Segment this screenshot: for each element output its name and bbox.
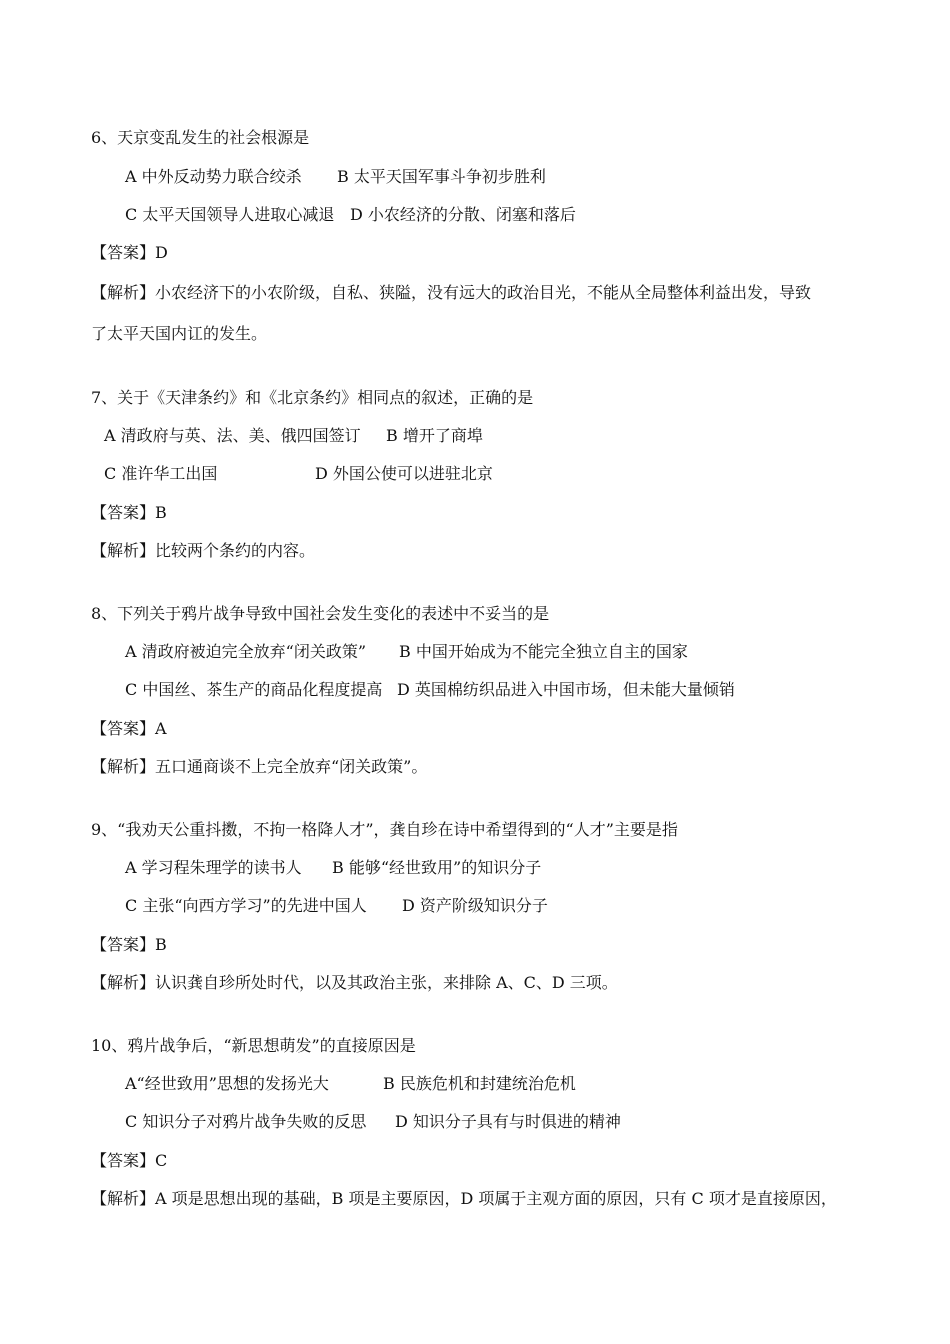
question-8-stem: 8、下列关于鸦片战争导致中国社会发生变化的表述中不妥当的是: [91, 604, 550, 623]
question-7-explanation-line-1: 【解析】比较两个条约的内容。: [91, 541, 316, 560]
option-b: B 民族危机和封建统治危机: [383, 1074, 576, 1093]
option-c: C 中国丝、茶生产的商品化程度提高: [125, 680, 383, 699]
question-9-explanation-line-1: 【解析】认识龚自珍所处时代，以及其政治主张，来排除 A、C、D 三项。: [91, 973, 618, 992]
question-7-stem: 7、关于《天津条约》和《北京条约》相同点的叙述，正确的是: [91, 388, 534, 407]
option-a: A 中外反动势力联合绞杀: [125, 167, 302, 186]
question-6-explanation-line-1: 【解析】小农经济下的小农阶级，自私、狭隘，没有远大的政治目光，不能从全局整体利益出发，导致: [91, 283, 812, 302]
question-9-stem: 9、“我劝天公重抖擞，不拘一格降人才”，龚自珍在诗中希望得到的“人才”主要是指: [91, 820, 678, 839]
option-c: C 准许华工出国: [104, 464, 218, 483]
question-8-explanation-line-1: 【解析】五口通商谈不上完全放弃“闭关政策”。: [91, 757, 428, 776]
question-7-answer: 【答案】B: [91, 503, 167, 522]
option-d: D 小农经济的分散、闭塞和落后: [350, 205, 576, 224]
option-d: D 资产阶级知识分子: [402, 896, 548, 915]
option-b: B 中国开始成为不能完全独立自主的国家: [399, 642, 688, 661]
question-6-explanation-line-2: 了太平天国内讧的发生。: [91, 324, 268, 343]
question-6-stem: 6、天京变乱发生的社会根源是: [91, 128, 310, 147]
question-6-answer: 【答案】D: [91, 243, 168, 262]
option-d: D 外国公使可以进驻北京: [315, 464, 493, 483]
option-c: C 知识分子对鸦片战争失败的反思: [125, 1112, 367, 1131]
option-c: C 太平天国领导人进取心减退: [125, 205, 335, 224]
question-10-explanation-line-1: 【解析】A 项是思想出现的基础，B 项是主要原因，D 项属于主观方面的原因，只有 C 项才是直接原因，: [91, 1189, 837, 1208]
question-10-answer: 【答案】C: [91, 1151, 168, 1170]
option-a: A 清政府与英、法、美、俄四国签订: [104, 426, 361, 445]
question-10-stem: 10、鸦片战争后，“新思想萌发”的直接原因是: [91, 1036, 416, 1055]
question-8-answer: 【答案】A: [91, 719, 167, 738]
question-9-answer: 【答案】B: [91, 935, 167, 954]
option-d: D 知识分子具有与时俱进的精神: [395, 1112, 621, 1131]
option-b: B 能够“经世致用”的知识分子: [332, 858, 542, 877]
option-c: C 主张“向西方学习”的先进中国人: [125, 896, 367, 915]
option-b: B 太平天国军事斗争初步胜利: [337, 167, 546, 186]
option-a: A 学习程朱理学的读书人: [125, 858, 302, 877]
option-a: A 清政府被迫完全放弃“闭关政策”: [125, 642, 367, 661]
option-a: A“经世致用”思想的发扬光大: [125, 1074, 329, 1093]
option-b: B 增开了商埠: [386, 426, 483, 445]
option-d: D 英国棉纺织品进入中国市场，但未能大量倾销: [397, 680, 735, 699]
